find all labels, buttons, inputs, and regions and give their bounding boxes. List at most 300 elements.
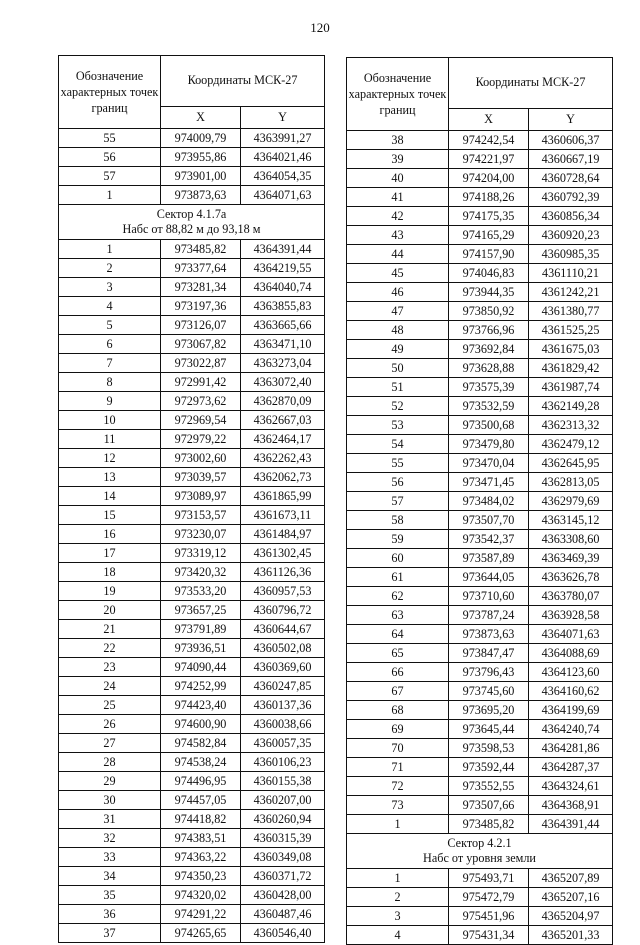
coord-x: 973039,57 bbox=[161, 468, 241, 487]
point-id: 62 bbox=[347, 587, 449, 606]
table-row bbox=[59, 148, 325, 167]
coord-y: 4361525,25 bbox=[529, 321, 613, 340]
table-row bbox=[59, 373, 325, 392]
coord-x: 975431,34 bbox=[449, 926, 529, 945]
point-id: 2 bbox=[347, 888, 449, 907]
coord-x: 973955,86 bbox=[161, 148, 241, 167]
coord-x: 973552,55 bbox=[449, 777, 529, 796]
coord-y: 4364088,69 bbox=[529, 644, 613, 663]
table-row bbox=[347, 340, 613, 359]
coord-x: 973745,60 bbox=[449, 682, 529, 701]
table-row bbox=[59, 506, 325, 525]
point-id: 7 bbox=[59, 354, 161, 373]
coord-y: 4360920,23 bbox=[529, 226, 613, 245]
coord-y: 4362313,32 bbox=[529, 416, 613, 435]
coord-x: 973230,07 bbox=[161, 525, 241, 544]
coord-y: 4364391,44 bbox=[529, 815, 613, 834]
point-id: 27 bbox=[59, 734, 161, 753]
point-id: 1 bbox=[59, 186, 161, 205]
coord-x: 973787,24 bbox=[449, 606, 529, 625]
point-id: 58 bbox=[347, 511, 449, 530]
coord-y: 4364240,74 bbox=[529, 720, 613, 739]
coord-y: 4361865,99 bbox=[241, 487, 325, 506]
coord-y: 4364324,61 bbox=[529, 777, 613, 796]
right-body-bottom bbox=[347, 869, 613, 945]
coord-x: 974291,22 bbox=[161, 905, 241, 924]
point-id: 44 bbox=[347, 245, 449, 264]
coord-y: 4363308,60 bbox=[529, 530, 613, 549]
coord-y: 4360796,72 bbox=[241, 601, 325, 620]
table-row bbox=[59, 449, 325, 468]
coord-x: 974538,24 bbox=[161, 753, 241, 772]
point-id: 57 bbox=[347, 492, 449, 511]
header-coordinates: Координаты МСК-27 bbox=[449, 58, 613, 109]
table-row bbox=[59, 468, 325, 487]
table-row bbox=[347, 283, 613, 302]
point-id: 31 bbox=[59, 810, 161, 829]
table-row bbox=[347, 169, 613, 188]
coord-y: 4365201,33 bbox=[529, 926, 613, 945]
coord-x: 975451,96 bbox=[449, 907, 529, 926]
point-id: 54 bbox=[347, 435, 449, 454]
table-row bbox=[59, 563, 325, 582]
table-row bbox=[347, 625, 613, 644]
table-row bbox=[347, 226, 613, 245]
point-id: 59 bbox=[347, 530, 449, 549]
coord-x: 973485,82 bbox=[449, 815, 529, 834]
point-id: 53 bbox=[347, 416, 449, 435]
coord-y: 4360546,40 bbox=[241, 924, 325, 943]
table-row bbox=[59, 715, 325, 734]
point-id: 65 bbox=[347, 644, 449, 663]
table-row bbox=[347, 492, 613, 511]
sector-heading-4-1-7a bbox=[59, 205, 325, 240]
coord-x: 973484,02 bbox=[449, 492, 529, 511]
coord-x: 974204,00 bbox=[449, 169, 529, 188]
point-id: 4 bbox=[59, 297, 161, 316]
point-id: 1 bbox=[347, 869, 449, 888]
table-row bbox=[347, 682, 613, 701]
coord-x: 973420,32 bbox=[161, 563, 241, 582]
table-row bbox=[59, 734, 325, 753]
coord-x: 974350,23 bbox=[161, 867, 241, 886]
point-id: 43 bbox=[347, 226, 449, 245]
sector-title: Сектор 4.2.1 bbox=[447, 836, 512, 850]
coord-y: 4360106,23 bbox=[241, 753, 325, 772]
point-id: 14 bbox=[59, 487, 161, 506]
header-y: Y bbox=[241, 106, 325, 128]
table-row bbox=[59, 278, 325, 297]
point-id: 16 bbox=[59, 525, 161, 544]
table-row bbox=[347, 907, 613, 926]
point-id: 18 bbox=[59, 563, 161, 582]
table-row bbox=[347, 245, 613, 264]
table-row bbox=[347, 758, 613, 777]
coord-y: 4365204,97 bbox=[529, 907, 613, 926]
point-id: 1 bbox=[59, 240, 161, 259]
coord-x: 974188,26 bbox=[449, 188, 529, 207]
point-id: 4 bbox=[347, 926, 449, 945]
point-id: 61 bbox=[347, 568, 449, 587]
coord-y: 4360728,64 bbox=[529, 169, 613, 188]
table-row bbox=[59, 240, 325, 259]
coord-x: 974175,35 bbox=[449, 207, 529, 226]
coord-x: 974009,79 bbox=[161, 129, 241, 148]
coord-x: 974221,97 bbox=[449, 150, 529, 169]
coord-y: 4362262,43 bbox=[241, 449, 325, 468]
coord-x: 974046,83 bbox=[449, 264, 529, 283]
point-id: 23 bbox=[59, 658, 161, 677]
coord-y: 4362464,17 bbox=[241, 430, 325, 449]
table-row bbox=[59, 392, 325, 411]
coord-x: 973657,25 bbox=[161, 601, 241, 620]
table-row bbox=[347, 131, 613, 150]
point-id: 47 bbox=[347, 302, 449, 321]
point-id: 64 bbox=[347, 625, 449, 644]
table-row bbox=[59, 867, 325, 886]
left-body-rows bbox=[59, 240, 325, 943]
point-id: 45 bbox=[347, 264, 449, 283]
coord-y: 4361829,42 bbox=[529, 359, 613, 378]
coord-x: 973873,63 bbox=[161, 186, 241, 205]
coord-x: 973500,68 bbox=[449, 416, 529, 435]
table-row bbox=[347, 454, 613, 473]
table-row bbox=[347, 207, 613, 226]
table-row bbox=[59, 129, 325, 148]
coord-y: 4360644,67 bbox=[241, 620, 325, 639]
point-id: 12 bbox=[59, 449, 161, 468]
table-row bbox=[59, 525, 325, 544]
coord-y: 4360315,39 bbox=[241, 829, 325, 848]
table-row bbox=[59, 354, 325, 373]
coord-x: 973847,47 bbox=[449, 644, 529, 663]
coord-x: 973197,36 bbox=[161, 297, 241, 316]
coord-y: 4364054,35 bbox=[241, 167, 325, 186]
point-id: 3 bbox=[347, 907, 449, 926]
coord-y: 4363855,83 bbox=[241, 297, 325, 316]
table-row bbox=[347, 606, 613, 625]
coord-y: 4363471,10 bbox=[241, 335, 325, 354]
coord-x: 974090,44 bbox=[161, 658, 241, 677]
coord-x: 973542,37 bbox=[449, 530, 529, 549]
table-row bbox=[59, 658, 325, 677]
table-row bbox=[347, 359, 613, 378]
coord-y: 4360856,34 bbox=[529, 207, 613, 226]
sector-heading-4-2-1 bbox=[347, 834, 613, 869]
coord-y: 4360667,19 bbox=[529, 150, 613, 169]
coord-y: 4363273,04 bbox=[241, 354, 325, 373]
point-id: 42 bbox=[347, 207, 449, 226]
point-id: 3 bbox=[59, 278, 161, 297]
table-row bbox=[347, 815, 613, 834]
point-id: 39 bbox=[347, 150, 449, 169]
coord-y: 4361380,77 bbox=[529, 302, 613, 321]
coord-x: 974423,40 bbox=[161, 696, 241, 715]
coord-x: 973485,82 bbox=[161, 240, 241, 259]
coord-x: 973507,66 bbox=[449, 796, 529, 815]
coord-y: 4360502,08 bbox=[241, 639, 325, 658]
coord-x: 973281,34 bbox=[161, 278, 241, 297]
coord-y: 4361302,45 bbox=[241, 544, 325, 563]
table-row bbox=[347, 302, 613, 321]
point-id: 8 bbox=[59, 373, 161, 392]
coord-x: 975493,71 bbox=[449, 869, 529, 888]
coord-y: 4360155,38 bbox=[241, 772, 325, 791]
coord-y: 4362870,09 bbox=[241, 392, 325, 411]
coord-x: 973022,87 bbox=[161, 354, 241, 373]
header-coordinates: Координаты МСК-27 bbox=[161, 56, 325, 107]
coord-y: 4361110,21 bbox=[529, 264, 613, 283]
coord-y: 4360371,72 bbox=[241, 867, 325, 886]
coord-y: 4360247,85 bbox=[241, 677, 325, 696]
coord-y: 4360957,53 bbox=[241, 582, 325, 601]
coord-x: 973850,92 bbox=[449, 302, 529, 321]
point-id: 52 bbox=[347, 397, 449, 416]
table-row bbox=[347, 511, 613, 530]
coord-x: 973479,80 bbox=[449, 435, 529, 454]
coord-y: 4361126,36 bbox=[241, 563, 325, 582]
table-row bbox=[59, 544, 325, 563]
coord-y: 4364219,55 bbox=[241, 259, 325, 278]
coord-y: 4360349,08 bbox=[241, 848, 325, 867]
coord-x: 973796,43 bbox=[449, 663, 529, 682]
point-id: 57 bbox=[59, 167, 161, 186]
coord-x: 974242,54 bbox=[449, 131, 529, 150]
point-id: 35 bbox=[59, 886, 161, 905]
coord-x: 973533,20 bbox=[161, 582, 241, 601]
table-row bbox=[347, 888, 613, 907]
coord-x: 973766,96 bbox=[449, 321, 529, 340]
table-row bbox=[347, 321, 613, 340]
coord-y: 4363991,27 bbox=[241, 129, 325, 148]
right-body-rows bbox=[347, 131, 613, 834]
point-id: 55 bbox=[347, 454, 449, 473]
page-number: 120 bbox=[310, 20, 330, 35]
table-row bbox=[347, 378, 613, 397]
point-id: 11 bbox=[59, 430, 161, 449]
table-row bbox=[347, 869, 613, 888]
point-id: 46 bbox=[347, 283, 449, 302]
coord-y: 4360207,00 bbox=[241, 791, 325, 810]
coord-x: 974457,05 bbox=[161, 791, 241, 810]
table-row bbox=[59, 677, 325, 696]
table-row bbox=[347, 435, 613, 454]
coord-y: 4364071,63 bbox=[529, 625, 613, 644]
coord-x: 974265,65 bbox=[161, 924, 241, 943]
table-row bbox=[347, 663, 613, 682]
coord-x: 972979,22 bbox=[161, 430, 241, 449]
table-row bbox=[347, 264, 613, 283]
table-row bbox=[59, 167, 325, 186]
table-row bbox=[59, 487, 325, 506]
point-id: 2 bbox=[59, 259, 161, 278]
point-id: 28 bbox=[59, 753, 161, 772]
coord-x: 973936,51 bbox=[161, 639, 241, 658]
coord-y: 4363780,07 bbox=[529, 587, 613, 606]
table-row bbox=[59, 582, 325, 601]
coord-y: 4364391,44 bbox=[241, 240, 325, 259]
point-id: 41 bbox=[347, 188, 449, 207]
table-row bbox=[59, 848, 325, 867]
point-id: 68 bbox=[347, 701, 449, 720]
table-row bbox=[347, 587, 613, 606]
coordinates-table-right bbox=[346, 57, 613, 945]
coord-y: 4362645,95 bbox=[529, 454, 613, 473]
coord-y: 4360792,39 bbox=[529, 188, 613, 207]
sector-subtitle: Набс от 88,82 м до 93,18 м bbox=[122, 222, 261, 236]
table-row bbox=[59, 639, 325, 658]
coord-x: 973587,89 bbox=[449, 549, 529, 568]
coord-y: 4364071,63 bbox=[241, 186, 325, 205]
header-y: Y bbox=[529, 108, 613, 130]
coord-x: 973628,88 bbox=[449, 359, 529, 378]
point-id: 55 bbox=[59, 129, 161, 148]
table-row bbox=[59, 430, 325, 449]
coord-x: 974418,82 bbox=[161, 810, 241, 829]
coord-y: 4363469,39 bbox=[529, 549, 613, 568]
coord-y: 4362479,12 bbox=[529, 435, 613, 454]
point-id: 9 bbox=[59, 392, 161, 411]
coord-y: 4360428,00 bbox=[241, 886, 325, 905]
point-id: 60 bbox=[347, 549, 449, 568]
coord-x: 973470,04 bbox=[449, 454, 529, 473]
coord-x: 973598,53 bbox=[449, 739, 529, 758]
table-row bbox=[59, 411, 325, 430]
point-id: 72 bbox=[347, 777, 449, 796]
coord-y: 4360137,36 bbox=[241, 696, 325, 715]
coord-y: 4363072,40 bbox=[241, 373, 325, 392]
coord-x: 973901,00 bbox=[161, 167, 241, 186]
coord-y: 4361675,03 bbox=[529, 340, 613, 359]
coord-x: 972991,42 bbox=[161, 373, 241, 392]
table-row bbox=[59, 924, 325, 943]
point-id: 56 bbox=[347, 473, 449, 492]
coord-y: 4361242,21 bbox=[529, 283, 613, 302]
coord-x: 973153,57 bbox=[161, 506, 241, 525]
table-row bbox=[59, 696, 325, 715]
coord-y: 4360038,66 bbox=[241, 715, 325, 734]
table-row bbox=[59, 905, 325, 924]
coord-x: 974383,51 bbox=[161, 829, 241, 848]
point-id: 33 bbox=[59, 848, 161, 867]
point-id: 13 bbox=[59, 468, 161, 487]
point-id: 6 bbox=[59, 335, 161, 354]
point-id: 34 bbox=[59, 867, 161, 886]
table-row bbox=[347, 796, 613, 815]
point-id: 67 bbox=[347, 682, 449, 701]
coord-x: 974582,84 bbox=[161, 734, 241, 753]
point-id: 24 bbox=[59, 677, 161, 696]
coord-y: 4360606,37 bbox=[529, 131, 613, 150]
coord-x: 974165,29 bbox=[449, 226, 529, 245]
table-row bbox=[347, 701, 613, 720]
coord-x: 974252,99 bbox=[161, 677, 241, 696]
coord-x: 974496,95 bbox=[161, 772, 241, 791]
coord-y: 4360985,35 bbox=[529, 245, 613, 264]
point-id: 48 bbox=[347, 321, 449, 340]
coord-y: 4362979,69 bbox=[529, 492, 613, 511]
point-id: 49 bbox=[347, 340, 449, 359]
point-id: 5 bbox=[59, 316, 161, 335]
coord-x: 973067,82 bbox=[161, 335, 241, 354]
header-designation: Обозначение характерных точек границ bbox=[59, 56, 161, 129]
coord-y: 4360260,94 bbox=[241, 810, 325, 829]
coord-y: 4364123,60 bbox=[529, 663, 613, 682]
coord-y: 4364160,62 bbox=[529, 682, 613, 701]
coord-y: 4361673,11 bbox=[241, 506, 325, 525]
point-id: 17 bbox=[59, 544, 161, 563]
coord-x: 973532,59 bbox=[449, 397, 529, 416]
coord-x: 973126,07 bbox=[161, 316, 241, 335]
sector-title: Сектор 4.1.7а bbox=[156, 207, 227, 221]
point-id: 19 bbox=[59, 582, 161, 601]
coord-x: 973710,60 bbox=[449, 587, 529, 606]
table-row bbox=[347, 188, 613, 207]
table-row bbox=[59, 810, 325, 829]
point-id: 25 bbox=[59, 696, 161, 715]
coord-x: 973089,97 bbox=[161, 487, 241, 506]
point-id: 38 bbox=[347, 131, 449, 150]
coord-x: 973002,60 bbox=[161, 449, 241, 468]
table-row bbox=[59, 791, 325, 810]
point-id: 63 bbox=[347, 606, 449, 625]
coord-x: 975472,79 bbox=[449, 888, 529, 907]
point-id: 37 bbox=[59, 924, 161, 943]
coord-y: 4363145,12 bbox=[529, 511, 613, 530]
table-row bbox=[59, 829, 325, 848]
coord-x: 973873,63 bbox=[449, 625, 529, 644]
coord-x: 973471,45 bbox=[449, 473, 529, 492]
table-row bbox=[347, 416, 613, 435]
point-id: 36 bbox=[59, 905, 161, 924]
table-row bbox=[59, 259, 325, 278]
coord-y: 4364199,69 bbox=[529, 701, 613, 720]
table-row bbox=[347, 473, 613, 492]
coord-y: 4360369,60 bbox=[241, 658, 325, 677]
coord-x: 974600,90 bbox=[161, 715, 241, 734]
sector-subtitle: Набс от уровня земли bbox=[423, 851, 536, 865]
coord-x: 974157,90 bbox=[449, 245, 529, 264]
header-x: X bbox=[161, 106, 241, 128]
coord-y: 4365207,16 bbox=[529, 888, 613, 907]
coord-y: 4362149,28 bbox=[529, 397, 613, 416]
table-row bbox=[59, 316, 325, 335]
left-body-top bbox=[59, 129, 325, 205]
point-id: 29 bbox=[59, 772, 161, 791]
coord-y: 4363626,78 bbox=[529, 568, 613, 587]
coord-x: 973575,39 bbox=[449, 378, 529, 397]
table-row bbox=[347, 568, 613, 587]
coord-x: 973645,44 bbox=[449, 720, 529, 739]
table-row bbox=[59, 297, 325, 316]
coord-x: 974363,22 bbox=[161, 848, 241, 867]
table-row bbox=[347, 549, 613, 568]
coord-x: 973377,64 bbox=[161, 259, 241, 278]
coord-y: 4365207,89 bbox=[529, 869, 613, 888]
table-row bbox=[347, 720, 613, 739]
table-row bbox=[59, 186, 325, 205]
point-id: 69 bbox=[347, 720, 449, 739]
table-row bbox=[59, 335, 325, 354]
coord-y: 4361987,74 bbox=[529, 378, 613, 397]
coord-x: 974320,02 bbox=[161, 886, 241, 905]
point-id: 70 bbox=[347, 739, 449, 758]
coord-y: 4360487,46 bbox=[241, 905, 325, 924]
header-designation: Обозначение характерных точек границ bbox=[347, 58, 449, 131]
coord-x: 972969,54 bbox=[161, 411, 241, 430]
coord-y: 4363928,58 bbox=[529, 606, 613, 625]
table-row bbox=[347, 739, 613, 758]
